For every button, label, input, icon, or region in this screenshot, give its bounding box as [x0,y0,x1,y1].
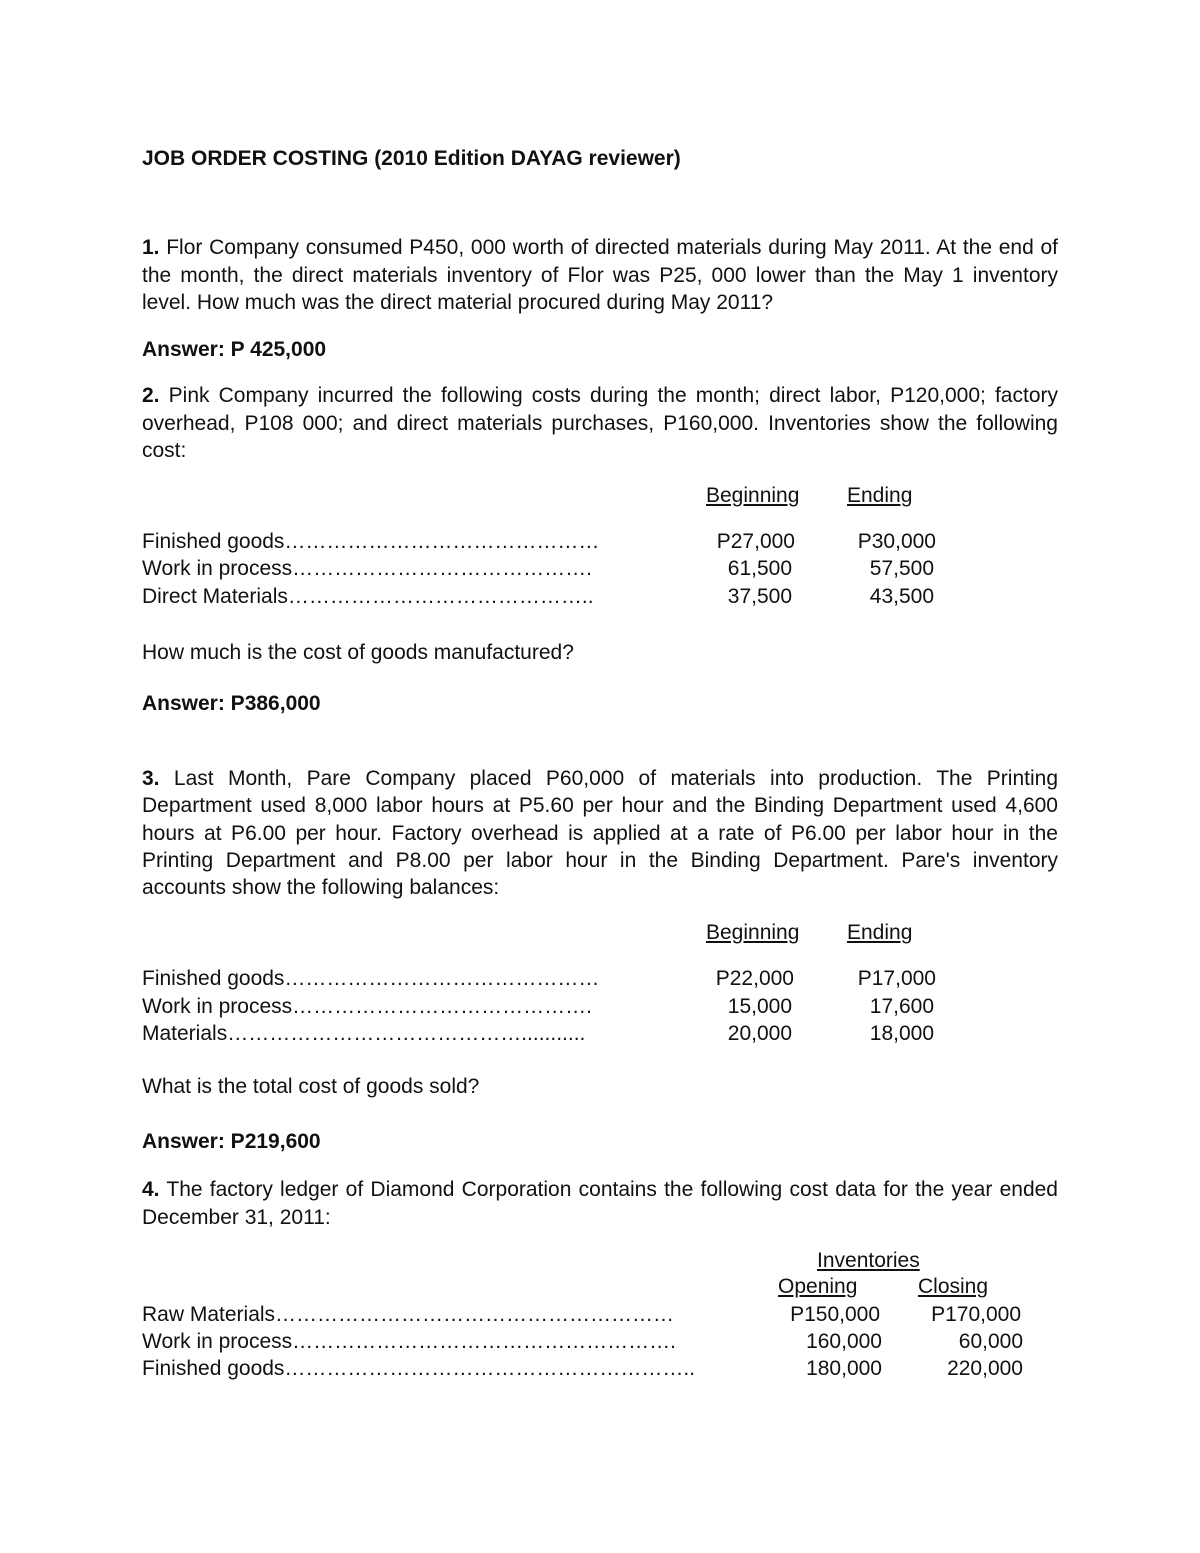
row-ending: 43,500 [869,585,934,608]
row-label: Finished goods……………………………………… [142,967,600,990]
row-label: Finished goods………………………………………………….. [142,1357,696,1380]
row-beginning: P22,000 [715,967,794,990]
row-label: Work in process……………………………………. [142,557,592,580]
row-ending: P17,000 [857,967,936,990]
row-opening: 180,000 [806,1357,882,1380]
row-closing: 60,000 [958,1330,1023,1353]
question-text: Pink Company incurred the following costs during the month; direct labor, P120,000; factory overhead, P108 000; and direct materials purchases, P160,000. Inventories show the following cost: [142,384,1058,462]
row-closing: P170,000 [931,1303,1021,1326]
question-2 [142,382,1058,465]
col-header-beginning: Beginning [706,484,800,507]
row-label: Finished goods……………………………………… [142,530,600,553]
col-header-closing: Closing [918,1275,989,1298]
row-beginning: 15,000 [727,995,792,1018]
row-ending: 57,500 [869,557,934,580]
question-number: 3. [142,767,160,790]
col-header-ending: Ending [847,484,913,507]
question-3 [142,765,1058,901]
row-ending: 17,600 [869,995,934,1018]
row-beginning: 37,500 [727,585,792,608]
answer-1: Answer: P 425,000 [142,338,327,361]
row-label: Work in process……………………………………. [142,995,592,1018]
row-beginning: P27,000 [716,530,795,553]
question-number: 2. [142,384,160,407]
row-beginning: 20,000 [727,1022,792,1045]
answer-3: Answer: P219,600 [142,1130,321,1153]
row-ending: 18,000 [869,1022,934,1045]
question-4 [142,1176,1058,1231]
col-header-beginning: Beginning [706,921,800,944]
question-text: Last Month, Pare Company placed P60,000 of materials into production. The Printing Department used 8,000 labor hours at P5.60 per hour and the Binding Department used 4,600 hours at P6.00 per hour. Factory overhead is applied at a rate of P6.00 per labor hour in the Printing Department and P8.00 per labor hour in the Binding Department. Pare's inventory accounts show the following balances: [142,767,1058,900]
row-opening: P150,000 [790,1303,880,1326]
question-text: The factory ledger of Diamond Corporation contains the following cost data for the year ended December 31, 2011: [142,1178,1058,1229]
row-closing: 220,000 [947,1357,1023,1380]
row-opening: 160,000 [806,1330,882,1353]
row-label: Direct Materials…………………………………….. [142,585,594,608]
answer-2: Answer: P386,000 [142,692,321,715]
row-label: Work in process………………………………………………. [142,1330,676,1353]
col-header-ending: Ending [847,921,913,944]
col-header-opening: Opening [778,1275,858,1298]
document-title: JOB ORDER COSTING (2010 Edition DAYAG reviewer) [142,147,681,170]
row-label: Materials……………………………………........... [142,1022,586,1045]
row-beginning: 61,500 [727,557,792,580]
row-ending: P30,000 [857,530,936,553]
question-2-prompt: How much is the cost of goods manufactured? [142,641,574,664]
col-group-header-inventories: Inventories [817,1249,920,1272]
question-number: 4. [142,1178,160,1201]
question-number: 1. [142,236,160,259]
row-label: Raw Materials………………………………………………… [142,1303,675,1326]
question-1 [142,234,1058,317]
question-text: Flor Company consumed P450, 000 worth of directed materials during May 2011. At the end of the month, the direct materials inventory of Flor was P25, 000 lower than the May 1 inventory level. How much was the direct material procured during May 2011? [142,236,1058,314]
question-3-prompt: What is the total cost of goods sold? [142,1075,480,1098]
